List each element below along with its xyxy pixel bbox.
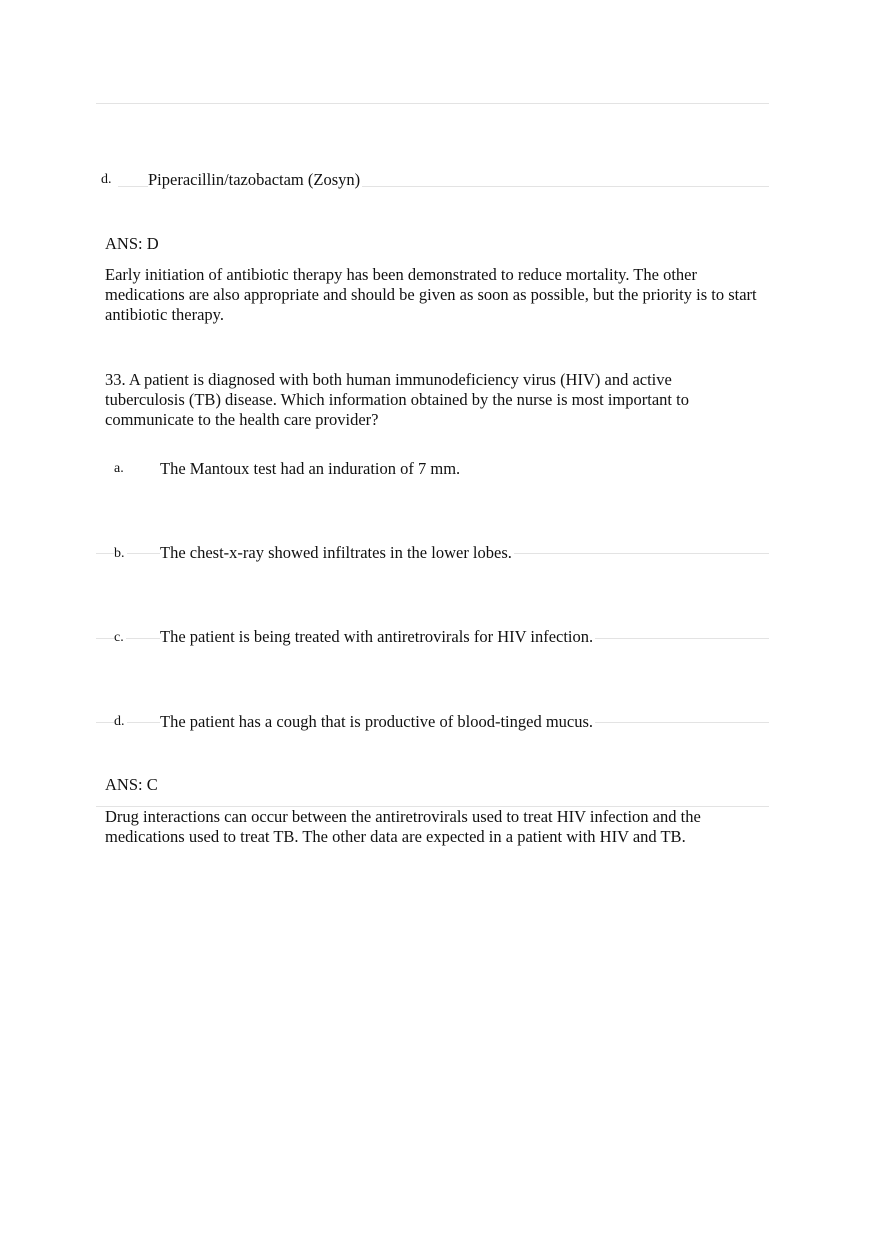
option-letter: a. (114, 461, 124, 476)
option-text: The chest-x-ray showed infiltrates in the lower lobes. (160, 543, 512, 562)
header-divider (96, 103, 769, 104)
option-letter: d. (101, 172, 112, 187)
option-letter: c. (114, 630, 124, 645)
answer-label: ANS: C (105, 775, 158, 794)
option-letter: d. (114, 714, 125, 729)
option-text: The patient has a cough that is productive of blood-tinged mucus. (160, 712, 594, 731)
option-letter: b. (114, 546, 125, 561)
rationale-text: Early initiation of antibiotic therapy has been demonstrated to reduce mortality. The other medications are also appropriate and should be given as soon as possible, but the priority is to start antibiotic therapy. (105, 265, 757, 324)
option-text: Piperacillin/tazobactam (Zosyn) (148, 170, 361, 189)
question-stem: 33. A patient is diagnosed with both human immunodeficiency virus (HIV) and active tuberculosis (TB) disease. Which information obtained by the nurse is most important to communicate to the health care provider? (105, 370, 689, 429)
rationale-text: Drug interactions can occur between the antiretrovirals used to treat HIV infection and the medications used to treat TB. The other data are expected in a patient with HIV and TB. (105, 807, 701, 846)
option-text: The Mantoux test had an induration of 7 mm. (160, 459, 461, 478)
answer-label: ANS: D (105, 234, 159, 253)
option-text: The patient is being treated with antiretrovirals for HIV infection. (160, 627, 594, 646)
